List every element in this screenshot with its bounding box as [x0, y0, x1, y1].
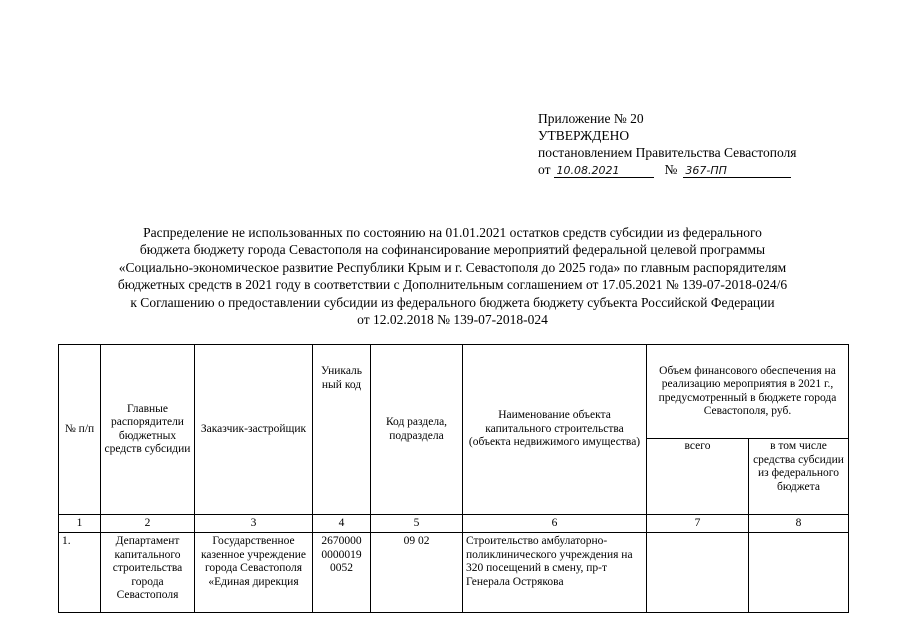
row-total	[647, 533, 749, 613]
header-federal: в том числе средства субсидии из федерального бюджета	[749, 439, 849, 515]
date-field: 10.08.2021	[554, 164, 654, 178]
number-field: 367-ПП	[683, 164, 791, 178]
column-number: 6	[463, 515, 647, 533]
approval-block	[538, 110, 797, 178]
column-numbers-row	[59, 515, 849, 533]
title-line: Распределение не использованных по состоянию на 01.01.2021 остатков средств субсидии из федерального	[143, 225, 762, 240]
document-title	[60, 224, 845, 328]
row-customer: Государственное казенное учреждение города Севастополя «Единая дирекция	[195, 533, 313, 613]
number-label: №	[664, 162, 678, 177]
header-customer: Заказчик-застройщик	[195, 345, 313, 515]
distribution-table	[58, 344, 849, 613]
row-code: 2670000 0000019 0052	[313, 533, 371, 613]
header-funding: Объем финансового обеспечения на реализацию мероприятия в 2021 г., предусмотренный в бюджете города Севастополя, руб.	[647, 345, 849, 439]
column-number: 4	[313, 515, 371, 533]
header-managers: Главные распорядители бюджетных средств субсидии	[101, 345, 195, 515]
column-number: 2	[101, 515, 195, 533]
table-row	[59, 533, 849, 613]
appendix-label: Приложение № 20	[538, 111, 644, 126]
header-num: № п/п	[59, 345, 101, 515]
row-federal	[749, 533, 849, 613]
header-section: Код раздела, подраздела	[371, 345, 463, 515]
title-line: «Социально-экономическое развитие Республики Крым и г. Севастополя до 2025 года» по главным распорядителям	[118, 259, 787, 275]
title-line: к Соглашению о предоставлении субсидии из федерального бюджета бюджету субъекта Российской Федерации	[130, 294, 775, 310]
column-number: 1	[59, 515, 101, 533]
date-number-row	[538, 161, 797, 178]
column-number: 8	[749, 515, 849, 533]
row-manager: Департамент капитального строительства города Севастополя	[101, 533, 195, 613]
column-number: 7	[647, 515, 749, 533]
approved-label: УТВЕРЖДЕНО	[538, 128, 630, 143]
title-line: бюджетных средств в 2021 году в соответствии с Дополнительным соглашением от 17.05.2021 № 139-07-2018-024/6	[117, 277, 788, 293]
header-object: Наименование объекта капитального строительства (объекта недвижимого имущества)	[463, 345, 647, 515]
row-num: 1.	[59, 533, 101, 613]
header-total: всего	[647, 439, 749, 515]
title-line: от 12.02.2018 № 139-07-2018-024	[357, 312, 548, 328]
row-object: Строительство амбулаторно-поликлинического учреждения на 320 посещений в смену, пр-т Генерала Острякова	[463, 533, 647, 613]
header-row	[59, 345, 849, 439]
header-code: Уникаль ный код	[313, 345, 371, 515]
from-label: от	[538, 162, 551, 177]
title-line: бюджета бюджету города Севастополя на софинансирование мероприятий федеральной целевой программы	[139, 242, 766, 258]
column-number: 3	[195, 515, 313, 533]
column-number: 5	[371, 515, 463, 533]
row-section: 09 02	[371, 533, 463, 613]
resolution-label: постановлением Правительства Севастополя	[538, 145, 797, 160]
